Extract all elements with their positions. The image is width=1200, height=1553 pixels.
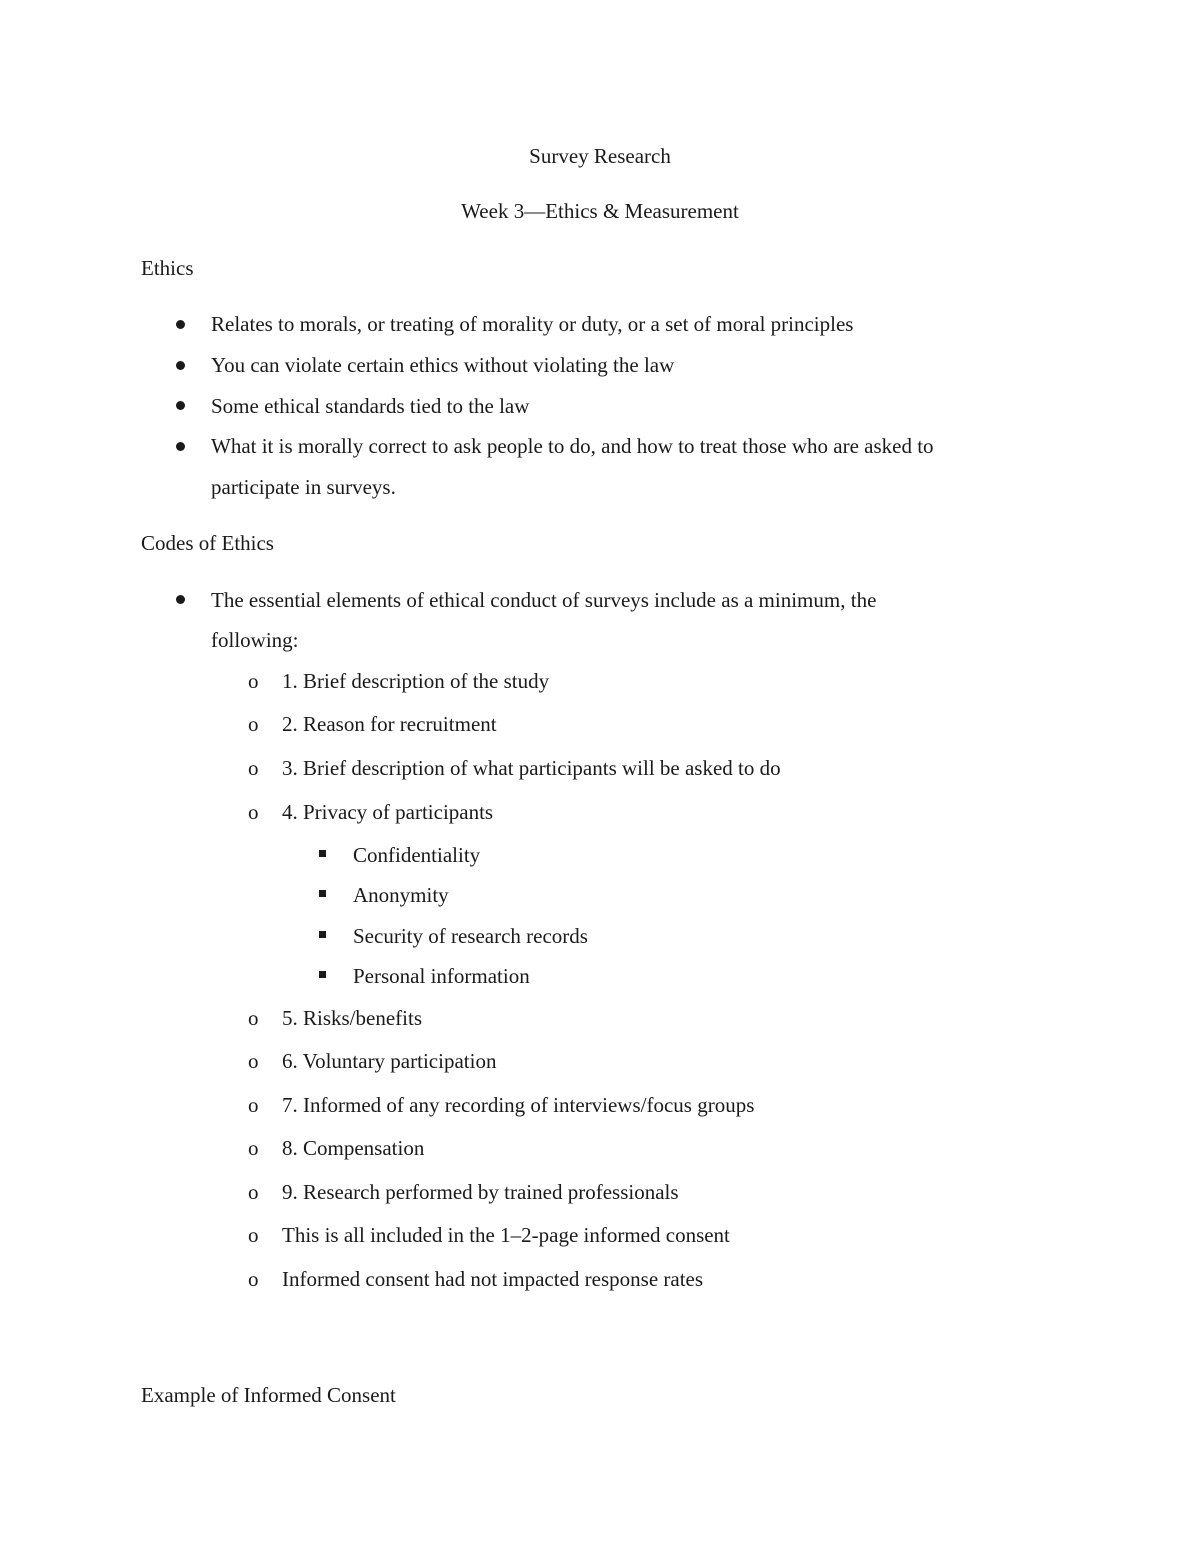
codes-list-item: 5. Risks/benefits (282, 1006, 422, 1030)
square-bullet-icon (319, 890, 326, 897)
ethics-bullet: What it is morally correct to ask people to do, and how to treat those who are asked to (211, 434, 934, 458)
circle-bullet-icon: o (248, 1049, 259, 1073)
bullet-dot-icon (176, 320, 185, 329)
section-heading-example: Example of Informed Consent (141, 1383, 396, 1407)
codes-bullet: The essential elements of ethical conduct of surveys include as a minimum, the (211, 588, 877, 612)
circle-bullet-icon: o (248, 1180, 259, 1204)
privacy-subitem: Anonymity (353, 883, 449, 907)
codes-list-item: This is all included in the 1–2-page informed consent (282, 1223, 730, 1247)
codes-list-item: 4. Privacy of participants (282, 800, 494, 824)
codes-list-item: 3. Brief description of what participants will be asked to do (282, 756, 781, 780)
codes-list-item: 9. Research performed by trained professionals (282, 1180, 679, 1204)
square-bullet-icon (319, 971, 326, 978)
document-subtitle: Week 3—Ethics & Measurement (461, 199, 739, 223)
square-bullet-icon (319, 850, 326, 857)
ethics-bullet: You can violate certain ethics without violating the law (211, 353, 675, 377)
codes-list-item: 7. Informed of any recording of interviews/focus groups (282, 1093, 755, 1117)
bullet-dot-icon (176, 361, 185, 370)
ethics-bullet: Some ethical standards tied to the law (211, 394, 530, 418)
bullet-dot-icon (176, 401, 185, 410)
circle-bullet-icon: o (248, 1267, 259, 1291)
circle-bullet-icon: o (248, 800, 259, 824)
privacy-subitem: Personal information (353, 964, 530, 988)
circle-bullet-icon: o (248, 712, 259, 736)
codes-list-item: 8. Compensation (282, 1136, 425, 1160)
codes-list-item: 1. Brief description of the study (282, 669, 550, 693)
ethics-bullet: Relates to morals, or treating of morality or duty, or a set of moral principles (211, 312, 854, 336)
privacy-subitem: Security of research records (353, 924, 588, 948)
circle-bullet-icon: o (248, 756, 259, 780)
circle-bullet-icon: o (248, 669, 259, 693)
section-heading-ethics: Ethics (141, 256, 194, 280)
document-title: Survey Research (529, 144, 671, 168)
circle-bullet-icon: o (248, 1223, 259, 1247)
codes-bullet-continuation: following: (211, 628, 299, 652)
ethics-bullet-continuation: participate in surveys. (211, 475, 396, 499)
square-bullet-icon (319, 931, 326, 938)
circle-bullet-icon: o (248, 1006, 259, 1030)
codes-list-item: Informed consent had not impacted response rates (282, 1267, 704, 1291)
circle-bullet-icon: o (248, 1136, 259, 1160)
privacy-subitem: Confidentiality (353, 843, 481, 867)
bullet-dot-icon (176, 595, 185, 604)
section-heading-codes-of-ethics: Codes of Ethics (141, 531, 274, 555)
codes-list-item: 6. Voluntary participation (282, 1049, 497, 1073)
circle-bullet-icon: o (248, 1093, 259, 1117)
codes-list-item: 2. Reason for recruitment (282, 712, 497, 736)
bullet-dot-icon (176, 442, 185, 451)
